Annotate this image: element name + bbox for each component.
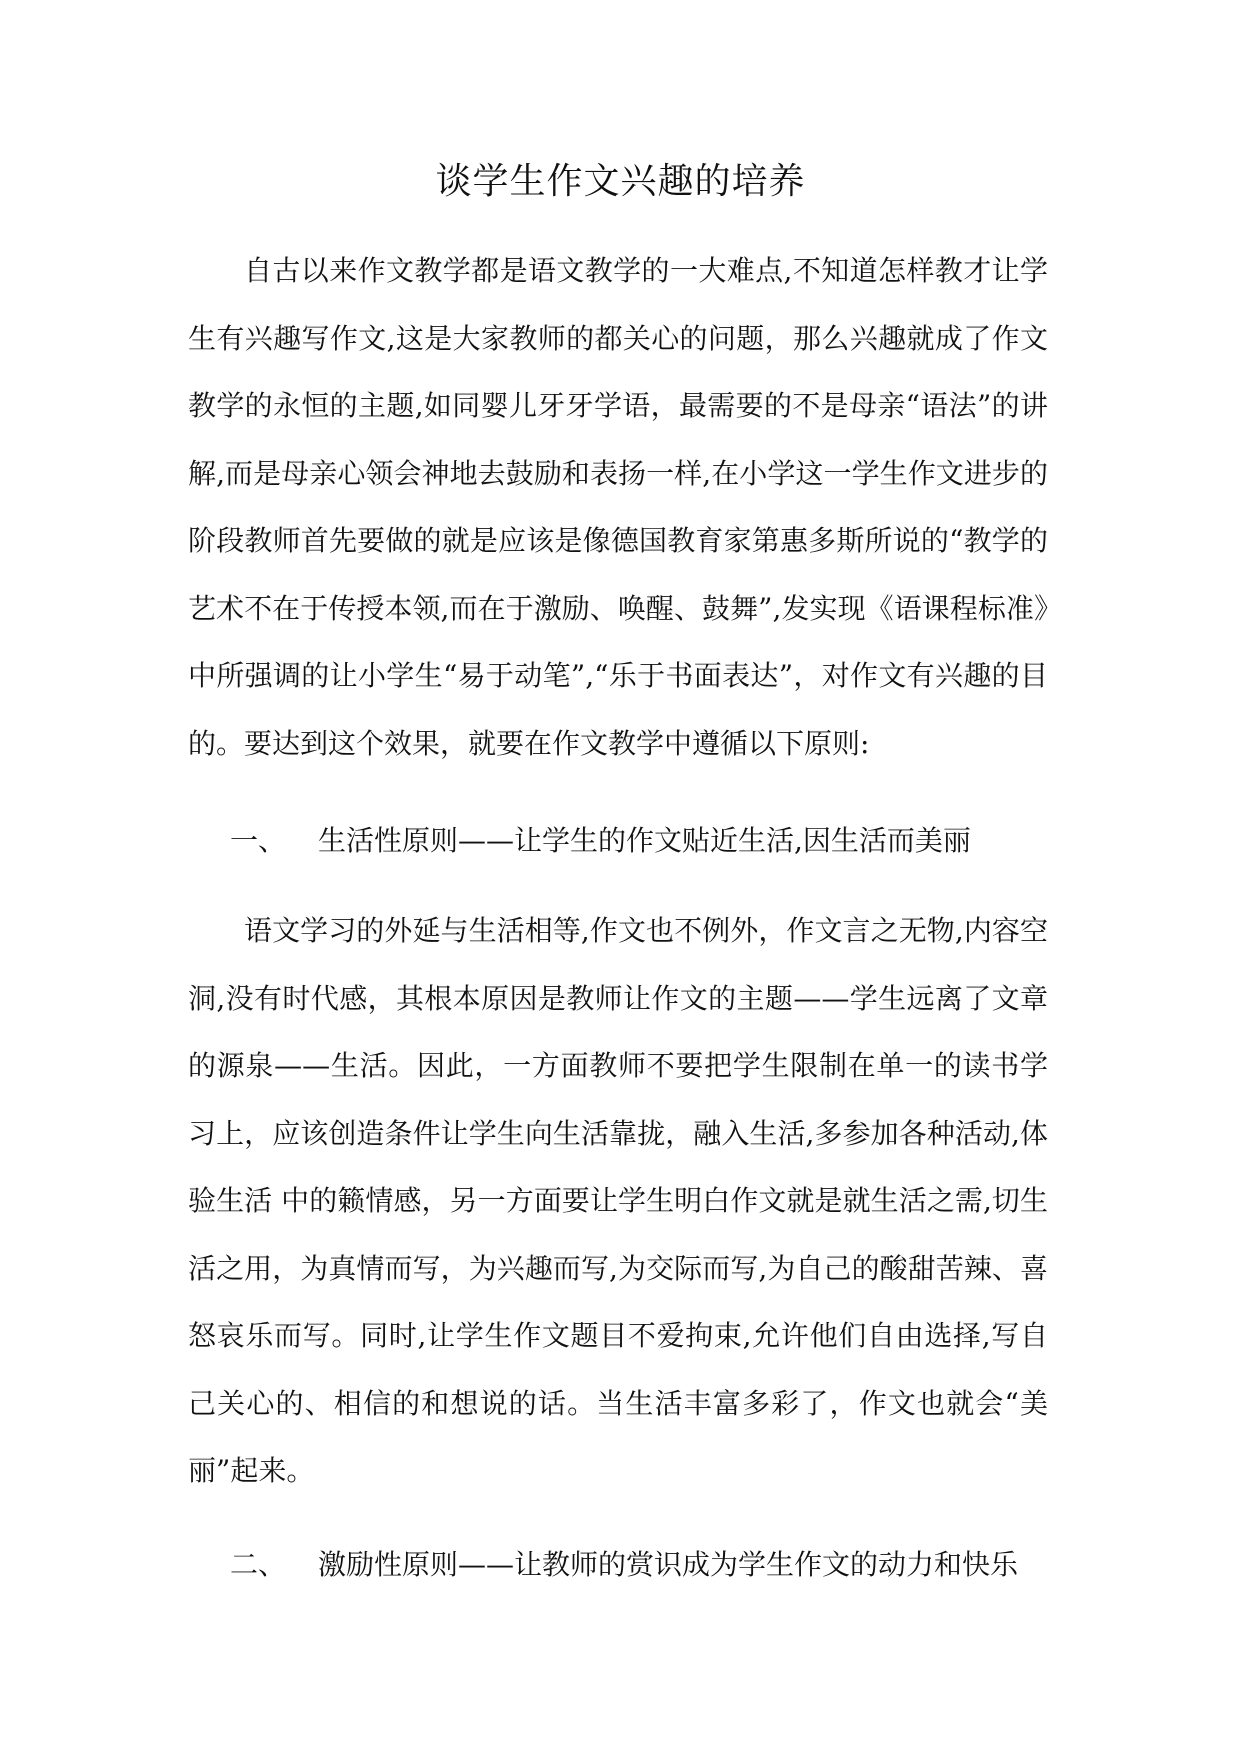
document-title: 谈学生作文兴趣的培养 bbox=[435, 161, 806, 202]
intro-paragraph: 自古以来作文教学都是语文教学的一大难点,不知道怎样教才让学生有兴趣写作文,这是大家教师的都关心的问题，那么兴趣就成了作文教学的永恒的主题,如同婴儿牙牙学语，最需要的不是母亲“语法”的讲解,而是母亲心领会神地去鼓励和表扬一样,在小学这一学生作文进步的阶段教师首先要做的就是应该是像德国教育家第惠多斯所说的“教学的艺术不在于传授本领,而在于激励、唤醒、鼓舞”,发实现《语课程标准》中所强调的让小学生“易于动笔”,“乐于书面表达”，对作文有兴趣的目的。要达到这个效果，就要在作文教学中遵循以下原则: bbox=[188, 254, 1048, 760]
section-number-1: 一、 bbox=[230, 824, 287, 857]
section-paragraph-1: 语文学习的外延与生活相等,作文也不例外，作文言之无物,内容空洞,没有时代感，其根本原因是教师让作文的主题——学生远离了文章的源泉——生活。因此，一方面教师不要把学生限制在单一的读书学习上，应该创造条件让学生向生活靠拢，融入生活,多参加各种活动,体验生活 中的籁情感，另一方面要让学生明白作文就是就生活之需,切生活之用，为真情而写，为兴趣而写,为交际而写,为自己的酸甜苦辣、喜怒哀乐而写。同时,让学生作文题目不爱拘束,允许他们自由选择,写自己关心的、相信的和想说的话。当生活丰富多彩了，作文也就会“美丽”起来。 bbox=[188, 914, 1048, 1487]
section-heading-1 bbox=[230, 813, 971, 869]
section-number-2: 二、 bbox=[230, 1548, 287, 1581]
section-heading-text-2: 激励性原则——让教师的赏识成为学生作文的动力和快乐 bbox=[318, 1548, 1019, 1581]
section-heading-2 bbox=[230, 1537, 1018, 1593]
section-heading-text-1: 生活性原则——让学生的作文贴近生活,因生活而美丽 bbox=[318, 824, 971, 857]
